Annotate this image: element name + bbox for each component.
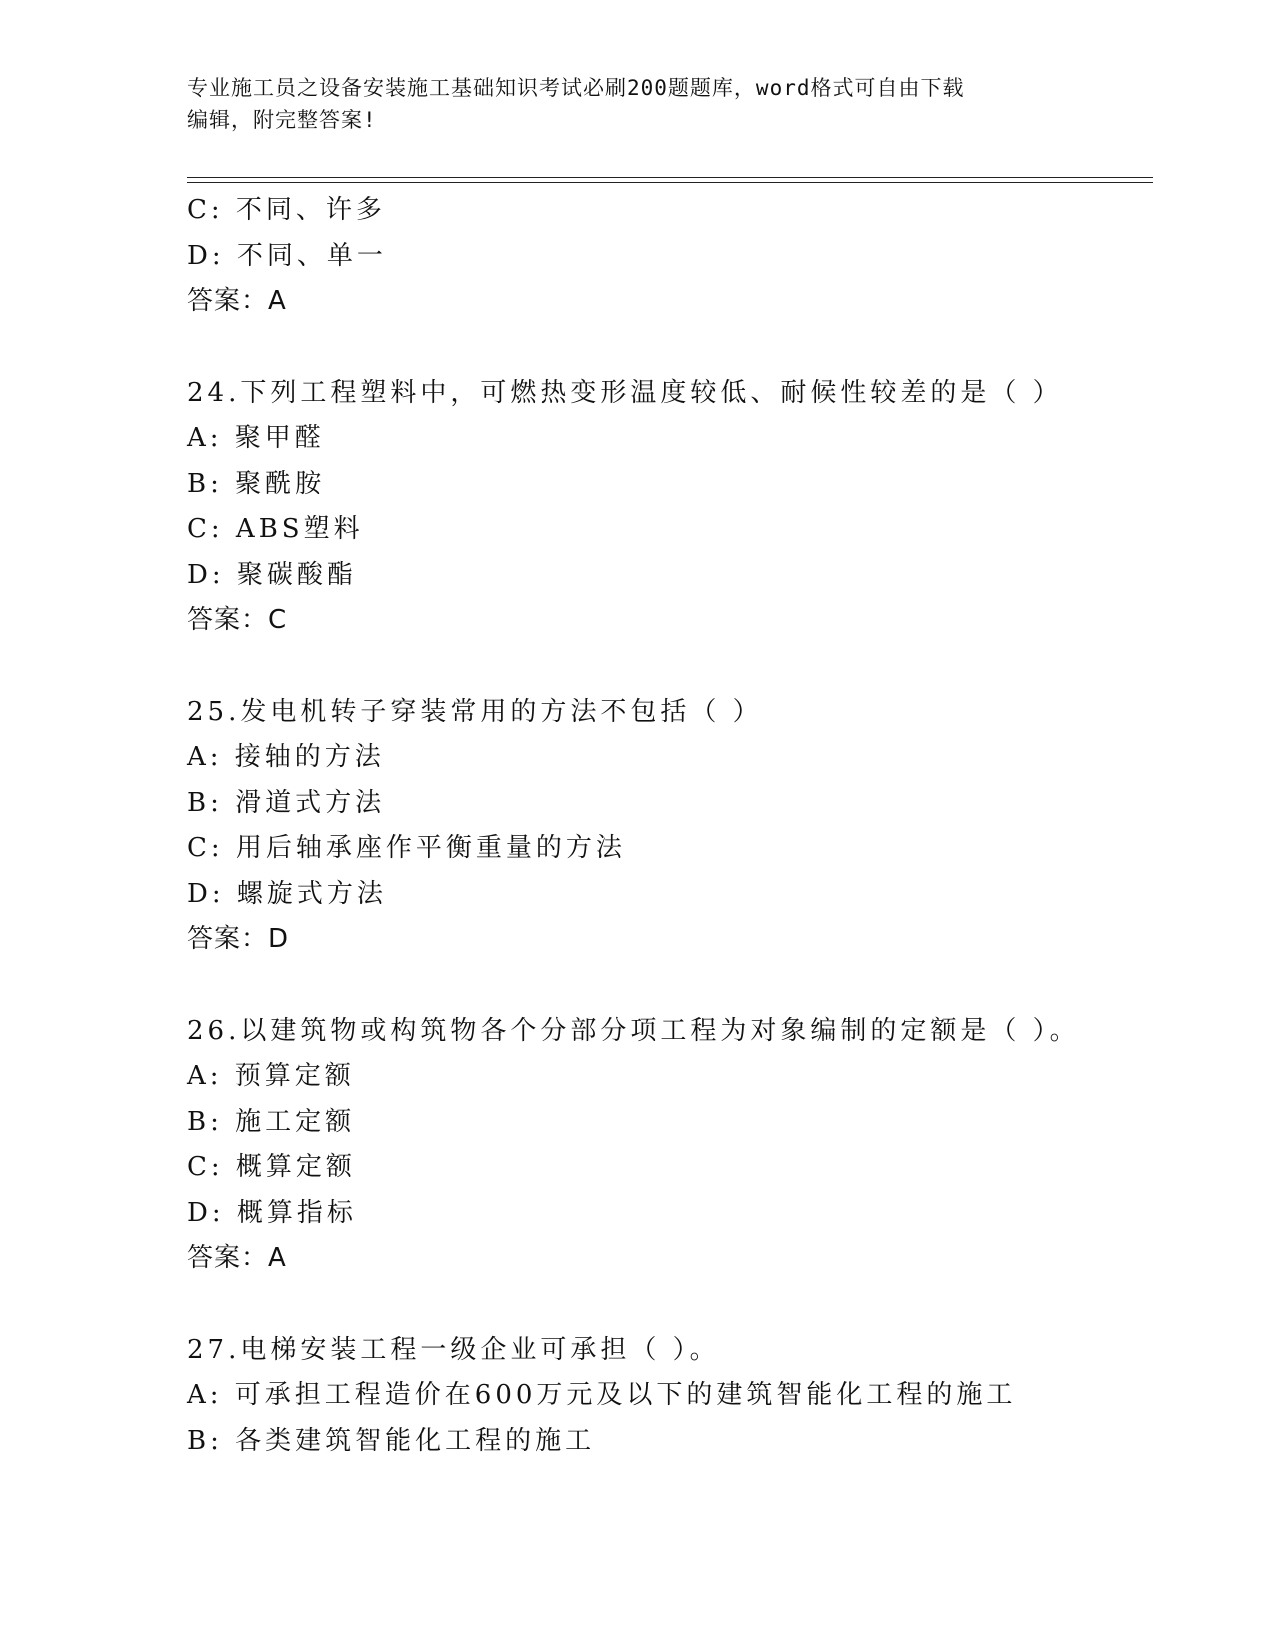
question-text: 24.下列工程塑料中，可燃热变形温度较低、耐候性较差的是（ ） — [187, 377, 1063, 408]
answer: 答案：C — [187, 605, 288, 635]
header-divider-top — [187, 177, 1153, 178]
option-d: D: 聚碳酸酯 — [187, 559, 357, 590]
option-a: A: 预算定额 — [187, 1061, 355, 1091]
answer: 答案：A — [187, 1243, 287, 1273]
option-a: A: 聚甲醛 — [187, 423, 325, 453]
option-a: A: 接轴的方法 — [187, 742, 385, 772]
header-divider-bottom — [187, 182, 1153, 183]
question-27 — [187, 1328, 1153, 1465]
question-23-tail — [187, 188, 1153, 325]
option-b: B: 施工定额 — [187, 1106, 356, 1137]
question-26 — [187, 1009, 1153, 1282]
question-spacer — [187, 963, 1153, 1009]
question-24 — [187, 371, 1153, 644]
option-b: B: 各类建筑智能化工程的施工 — [187, 1425, 596, 1456]
question-spacer — [187, 325, 1153, 371]
question-text: 26.以建筑物或构筑物各个分部分项工程为对象编制的定额是（ ）。 — [187, 1015, 1080, 1046]
document-header — [187, 72, 1087, 136]
question-list — [187, 188, 1153, 1464]
option-a: A: 可承担工程造价在600万元及以下的建筑智能化工程的施工 — [187, 1380, 1017, 1410]
header-title-line-2: 编辑，附完整答案! — [187, 108, 377, 132]
option-b: B: 聚酰胺 — [187, 468, 326, 499]
option-c: C: ABS塑料 — [187, 514, 364, 544]
option-c: C: 不同、许多 — [187, 195, 386, 225]
question-text: 27.电梯安装工程一级企业可承担（ ）。 — [187, 1334, 720, 1365]
option-d: D: 螺旋式方法 — [187, 878, 387, 909]
header-title-line-1: 专业施工员之设备安装施工基础知识考试必刷200题题库，word格式可自由下载 — [187, 76, 965, 100]
answer: 答案：D — [187, 924, 290, 954]
answer: 答案：A — [187, 286, 287, 316]
question-25 — [187, 690, 1153, 963]
option-d: D: 不同、单一 — [187, 240, 387, 271]
question-text: 25.发电机转子穿装常用的方法不包括（ ） — [187, 696, 763, 727]
question-spacer — [187, 1282, 1153, 1328]
option-c: C: 概算定额 — [187, 1152, 356, 1182]
option-d: D: 概算指标 — [187, 1197, 357, 1228]
option-c: C: 用后轴承座作平衡重量的方法 — [187, 833, 626, 863]
option-b: B: 滑道式方法 — [187, 787, 386, 818]
question-spacer — [187, 644, 1153, 690]
